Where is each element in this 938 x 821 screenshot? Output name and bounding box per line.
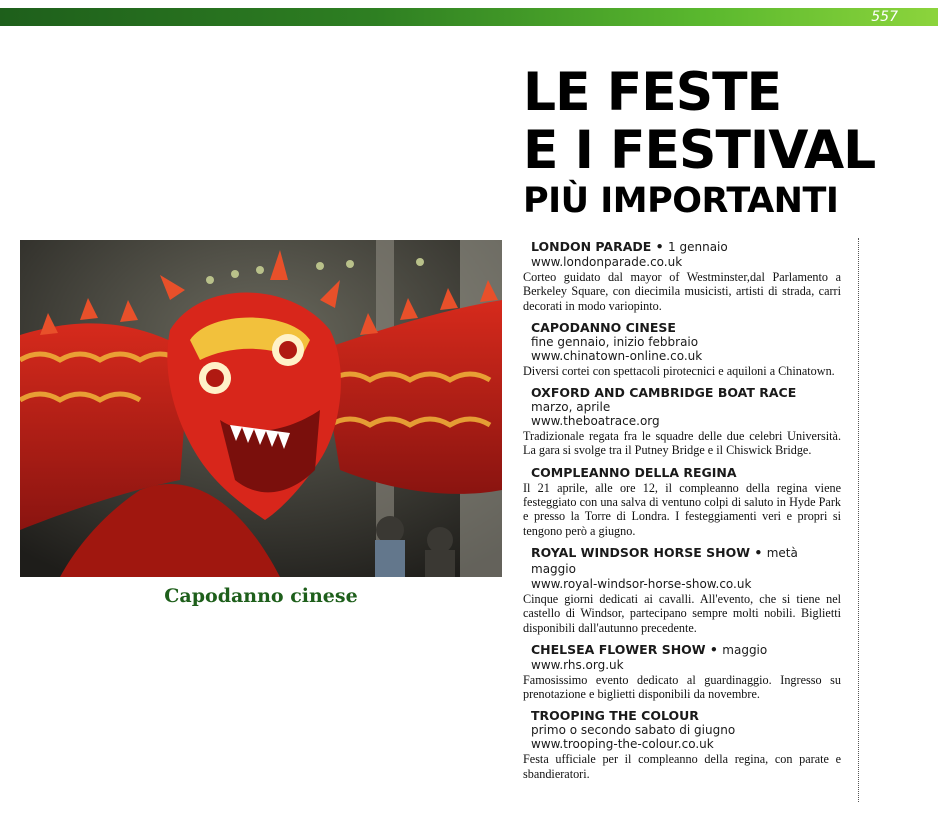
event-name: ROYAL WINDSOR HORSE SHOW xyxy=(531,544,751,560)
event-name: OXFORD AND CAMBRIDGE BOAT RACE xyxy=(531,385,797,401)
image-caption: Capodanno cinese xyxy=(164,585,358,607)
event-description: Famosissimo evento dedicato al guardinaggio. Ingresso su prenotazione e biglietti disponibili da novembre. xyxy=(523,672,841,702)
event-description: Tradizionale regata fra le squadre delle due celebri Università. La gara si svolge tra il Putney Bridge e il Chiswick Bridge. xyxy=(523,429,841,458)
event-date: fine gennaio, inizio febbraio xyxy=(531,334,699,349)
events-list xyxy=(523,239,841,788)
event-name: CAPODANNO CINESE xyxy=(531,319,676,335)
event-date: maggio xyxy=(722,642,768,657)
event-chelsea-flower-show: CHELSEA FLOWER SHOW • maggio www.rhs.org.uk Famosissimo evento dedicato al guardinaggio. Ingresso su prenotazione e biglietti disponibili da novembre. xyxy=(523,641,841,702)
event-website: www.royal-windsor-horse-show.co.uk xyxy=(531,576,752,591)
event-name: TROOPING THE COLOUR xyxy=(531,708,699,724)
event-website: www.londonparade.co.uk xyxy=(531,255,683,269)
title-line-1: LE FESTE xyxy=(523,62,782,123)
event-name: COMPLEANNO DELLA REGINA xyxy=(531,464,737,480)
event-name: LONDON PARADE xyxy=(531,239,652,254)
event-description: Corteo guidato dal mayor of Westminster,dal Parlamento a Berkeley Square, con diecimila musicisti, artisti di strada, carri decorati in modo variopinto. xyxy=(523,270,841,313)
column-divider xyxy=(858,238,859,802)
event-date: primo o secondo sabato di giugno xyxy=(531,723,736,738)
event-description: Festa ufficiale per il compleanno della regina, con parate e sbandieratori. xyxy=(523,752,841,781)
event-website: www.theboatrace.org xyxy=(531,414,660,429)
page-number: 557 xyxy=(871,9,898,25)
event-trooping-the-colour xyxy=(523,708,841,781)
event-london-parade: LONDON PARADE • 1 gennaio www.londonparade.co.uk Corteo guidato dal mayor of Westminster,dal Parlamento a Berkeley Square, con diecimila musicisti, artisti di strada, carri decorati in modo variopinto. xyxy=(523,239,841,313)
event-description: Diversi cortei con spettacoli pirotecnici e aquiloni a Chinatown. xyxy=(523,363,835,378)
event-windsor-horse-show: ROYAL WINDSOR HORSE SHOW • metà maggio www.royal-windsor-horse-show.co.uk Cinque giorni dedicati ai cavalli. All'evento, che si tiene nel castello di Windsor, partecipano sempre molti nobili. Biglietti disponibili dall'autunno precedente. xyxy=(523,544,841,635)
event-website: www.chinatown-online.co.uk xyxy=(531,348,703,363)
dragon-photo xyxy=(20,240,502,577)
event-compleanno-regina xyxy=(523,465,841,538)
event-website: www.trooping-the-colour.co.uk xyxy=(531,737,714,752)
event-description: Cinque giorni dedicati ai cavalli. All'evento, che si tiene nel castello di Windsor, partecipano sempre molti nobili. Biglietti disponibili dall'autunno precedente. xyxy=(523,591,841,635)
event-date: metà maggio xyxy=(531,545,798,576)
page-title xyxy=(523,64,883,222)
event-capodanno-cinese xyxy=(523,320,841,378)
event-date: 1 gennaio xyxy=(668,240,728,254)
header-bar xyxy=(0,8,938,26)
event-name: CHELSEA FLOWER SHOW xyxy=(531,641,706,657)
title-line-3: PIÙ IMPORTANTI xyxy=(523,181,839,221)
event-description: Il 21 aprile, alle ore 12, il compleanno della regina viene festeggiato con una salva di ventuno colpi di saluto in Hyde Park e presso la Torre di Londra. I festeggiamenti veri e propri si tengono però a giugno. xyxy=(523,480,841,538)
event-date: marzo, aprile xyxy=(531,400,611,415)
dragon-illustration xyxy=(20,240,502,577)
event-website: www.rhs.org.uk xyxy=(531,657,624,672)
event-boat-race xyxy=(523,385,841,458)
title-line-2: E I FESTIVAL xyxy=(523,120,876,181)
